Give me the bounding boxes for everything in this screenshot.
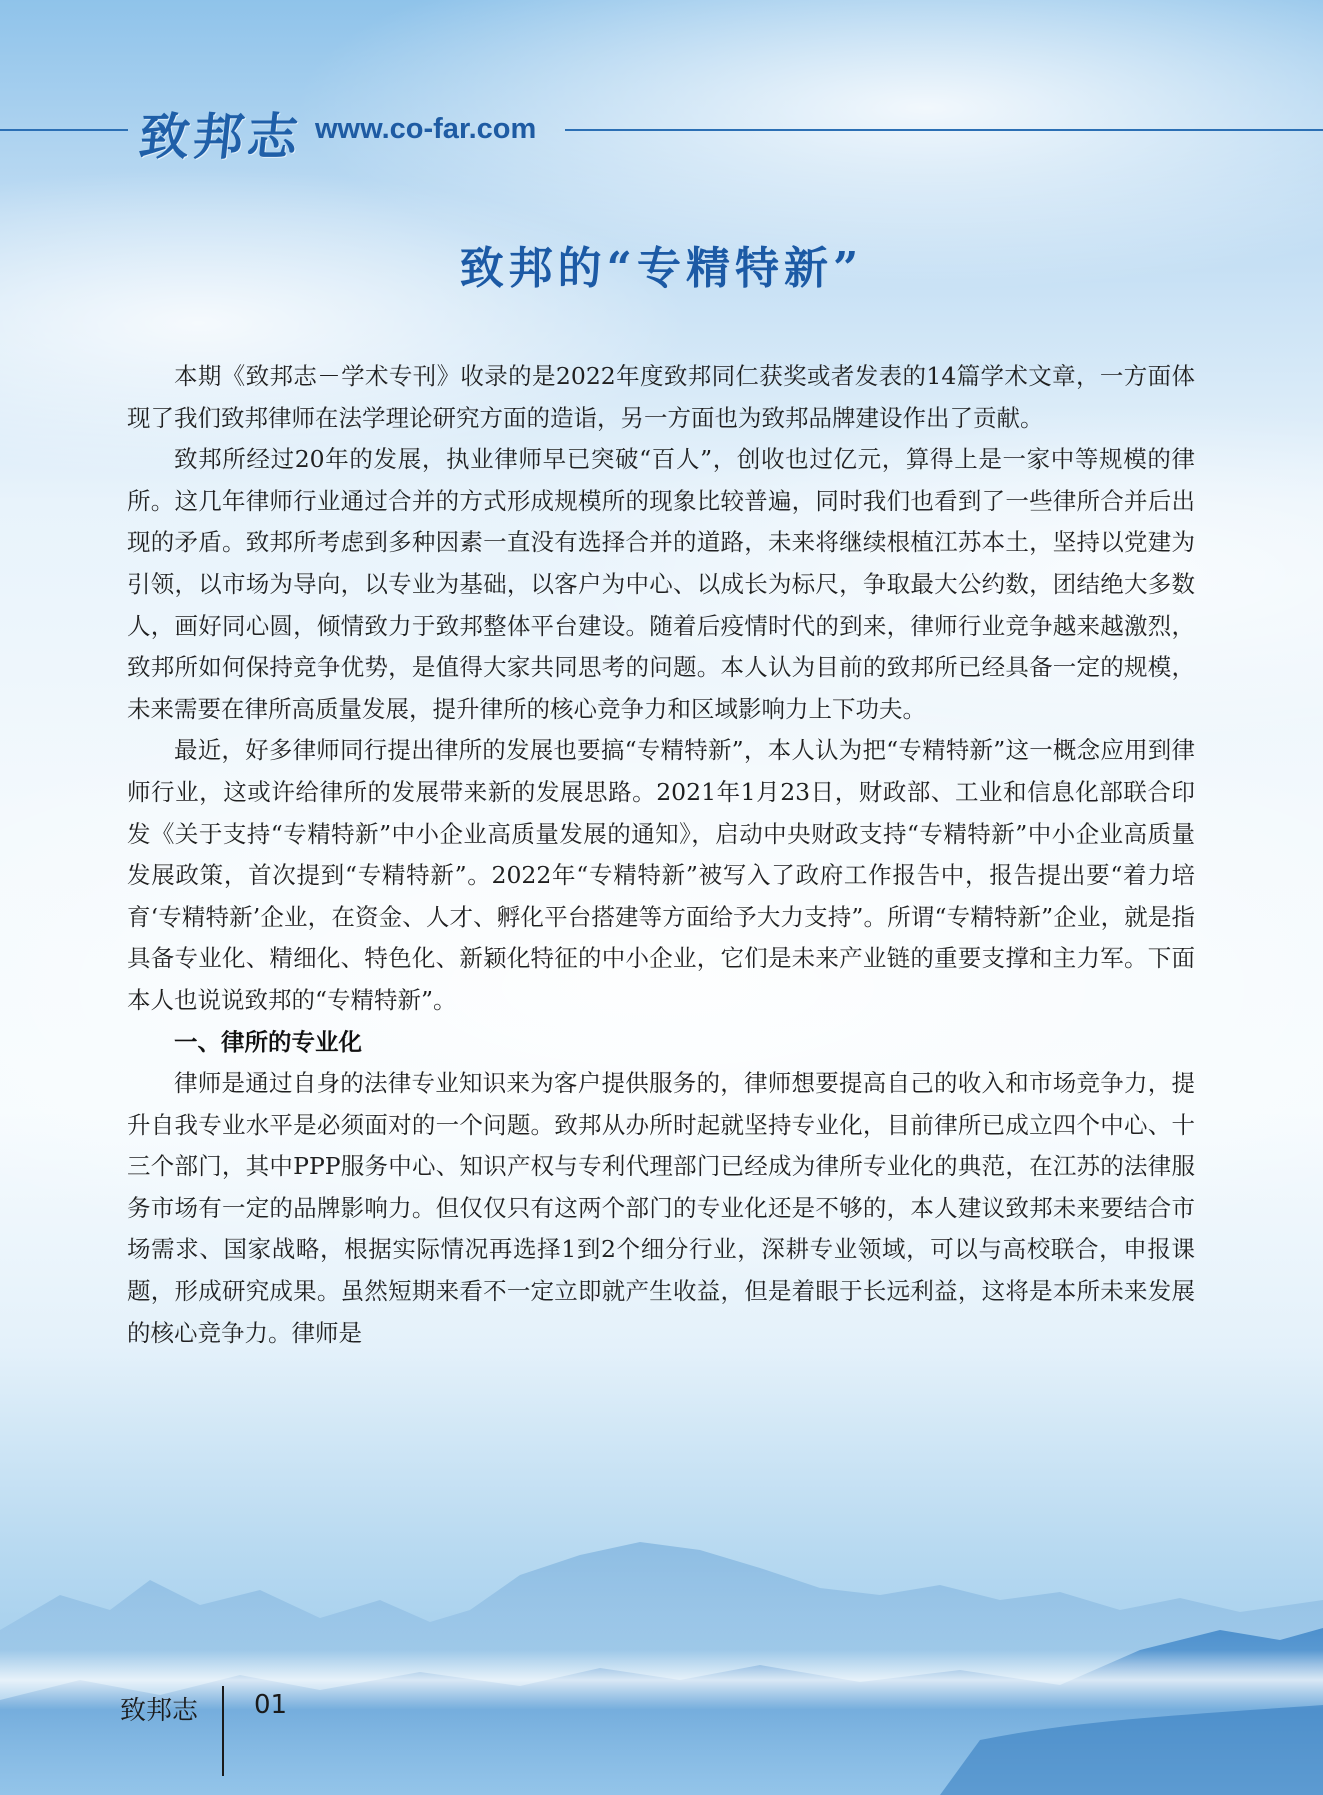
page-number: 01 (254, 1690, 288, 1720)
website-url[interactable]: www.co-far.com (315, 113, 537, 145)
header-rule-right (565, 129, 1323, 131)
article-title: 致邦的“专精特新” (459, 243, 864, 294)
paragraph-2: 致邦所经过20年的发展，执业律师早已突破“百人”，创收也过亿元，算得上是一家中等规模的律所。这几年律师行业通过合并的方式形成规模所的现象比较普遍，同时我们也看到了一些律所合并后出现的矛盾。致邦所考虑到多种因素一直没有选择合并的道路，未来将继续根植江苏本土，坚持以党建为引领，以市场为导向，以专业为基础，以客户为中心、以成长为标尺，争取最大公约数，团结绝大多数人，画好同心圆，倾情致力于致邦整体平台建设。随着后疫情时代的到来，律师行业竞争越来越激烈，致邦所如何保持竞争优势，是值得大家共同思考的问题。本人认为目前的致邦所已经具备一定的规模，未来需要在律所高质量发展，提升律所的核心竞争力和区域影响力上下功夫。 (127, 445, 1195, 723)
page-header (0, 95, 1323, 165)
section-heading: 一、律所的专业化 (174, 1027, 362, 1056)
footer-divider (222, 1686, 224, 1776)
header-rule-left (0, 129, 128, 131)
magazine-logo: 致邦志 (136, 107, 305, 166)
paragraph-3: 最近，好多律师同行提出律所的发展也要搞“专精特新”，本人认为把“专精特新”这一概念应用到律师行业，这或许给律所的发展带来新的发展思路。2021年1月23日，财政部、工业和信息化部联合印发《关于支持“专精特新”中小企业高质量发展的通知》，启动中央财政支持“专精特新”中小企业高质量发展政策，首次提到“专精特新”。2022年“专精特新”被写入了政府工作报告中，报告提出要“着力培育‘专精特新’企业，在资金、人才、孵化平台搭建等方面给予大力支持”。所谓“专精特新”企业，就是指具备专业化、精细化、特色化、新颖化特征的中小企业，它们是未来产业链的重要支撑和主力军。下面本人也说说致邦的“专精特新”。 (127, 736, 1195, 1014)
article-body (127, 356, 1195, 1354)
paragraph-1: 本期《致邦志－学术专刊》收录的是2022年度致邦同仁获奖或者发表的14篇学术文章，一方面体现了我们致邦律师在法学理论研究方面的造诣，另一方面也为致邦品牌建设作出了贡献。 (127, 362, 1195, 432)
page-footer (0, 1690, 600, 1780)
footer-magazine-name: 致邦志 (120, 1696, 199, 1726)
section-paragraph: 律师是通过自身的法律专业知识来为客户提供服务的，律师想要提高自己的收入和市场竞争力，提升自我专业水平是必须面对的一个问题。致邦从办所时起就坚持专业化，目前律所已成立四个中心、十三个部门，其中PPP服务中心、知识产权与专利代理部门已经成为律所专业化的典范，在江苏的法律服务市场有一定的品牌影响力。但仅仅只有这两个部门的专业化还是不够的，本人建议致邦未来要结合市场需求、国家战略，根据实际情况再选择1到2个细分行业，深耕专业领域，可以与高校联合，申报课题，形成研究成果。虽然短期来看不一定立即就产生收益，但是着眼于长远利益，这将是本所未来发展的核心竞争力。律师是 (127, 1069, 1195, 1347)
